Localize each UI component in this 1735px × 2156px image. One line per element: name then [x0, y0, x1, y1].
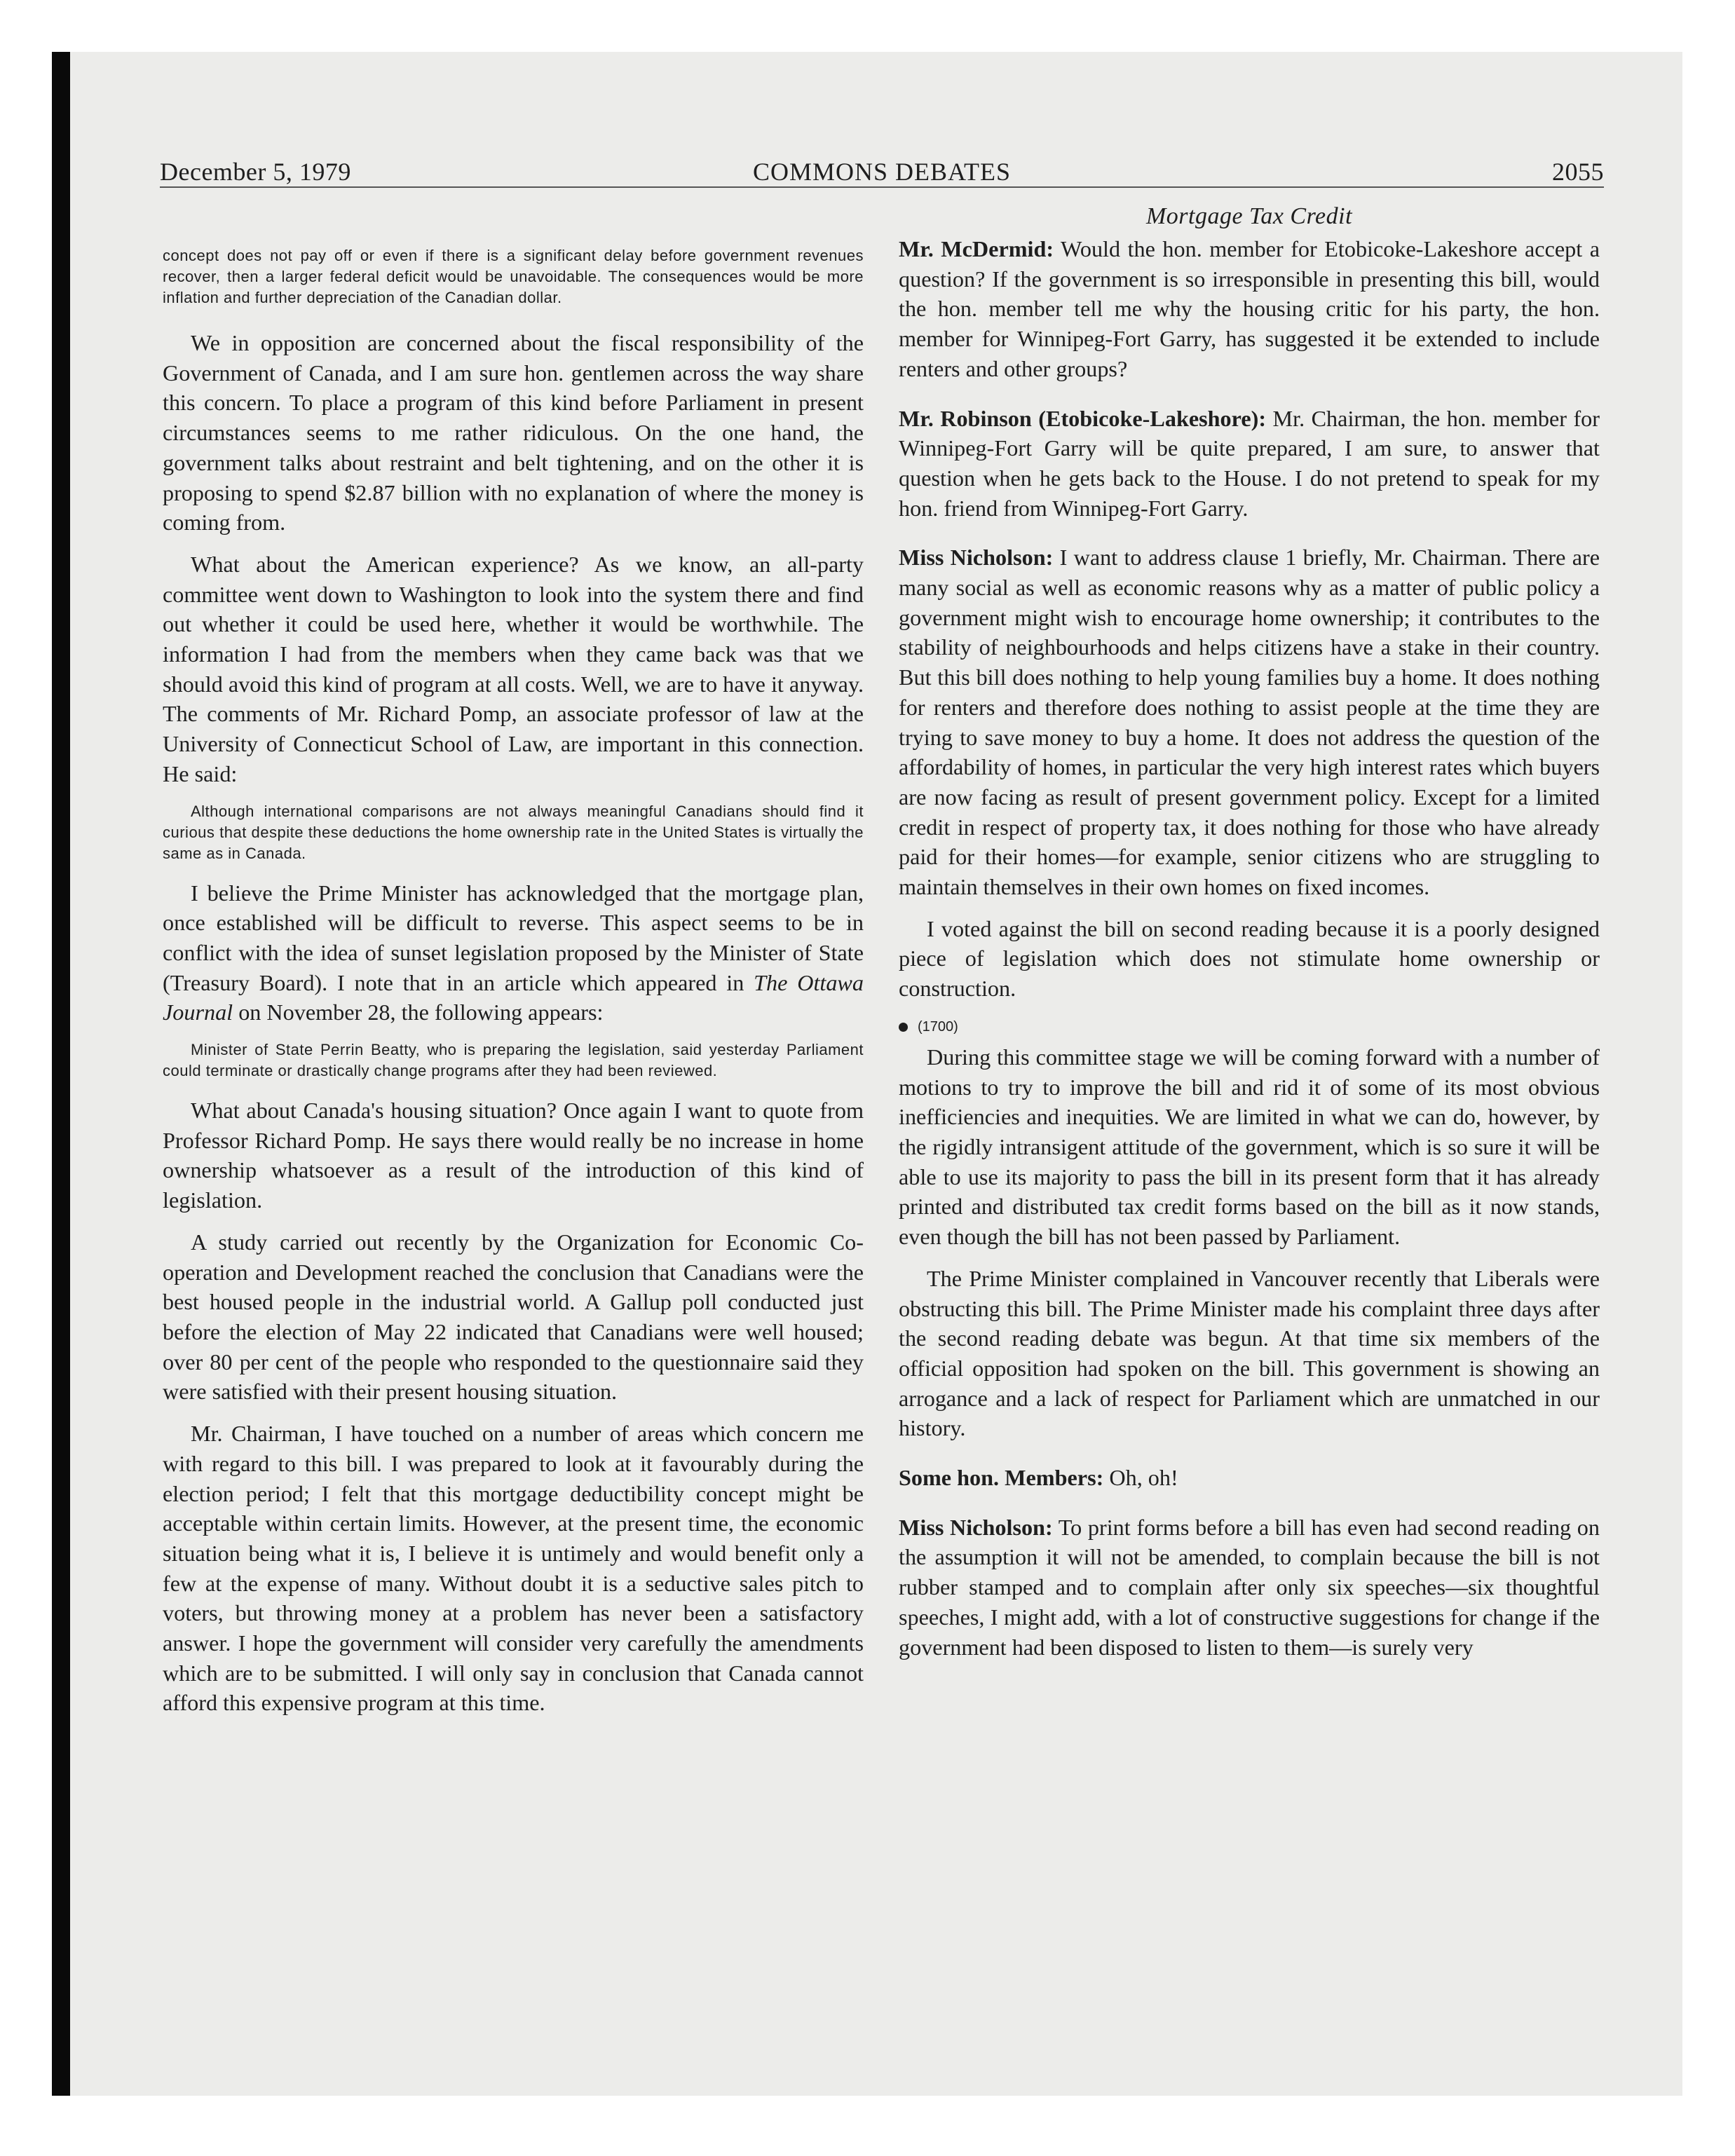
paragraph-voted-against: I voted against the bill on second reading because it is a poorly designed piece of legislation which does not stimulate home ownership or construction.	[899, 915, 1600, 1002]
section-title: Mortgage Tax Credit	[1145, 203, 1353, 229]
speaker-name: Some hon. Members:	[899, 1465, 1104, 1491]
speaker-name: Mr. McDermid:	[899, 236, 1054, 261]
paragraph-committee-stage: During this committee stage we will be coming forward with a number of motions to try to improve the bill and rid it of some of its most obvious inefficiencies and inequities. We are limited in what we can do, however, by the rigidly intransigent attitude of the government, which is so sure it will be able to use its majority to pass the bill in its present form that it has already printed and distributed tax credit forms based on the bill as it now stands, even though the bill has not been passed by Parliament.	[899, 1044, 1600, 1250]
time-marker-label: (1700)	[918, 1019, 958, 1035]
speech-text: I want to address clause 1 briefly, Mr. Chairman. There are many social as well as economic reasons why as a matter of public policy a government might wish to encourage home ownership; it contributes to the stability of neighbourhoods and helps citizens have a stake in their country. But this bill does nothing to help young families buy a home. It does nothing for renters and therefore does nothing to assist people at the time they are trying to save money to buy a home. It does not address the question of the affordability of homes, in particular the very high interest rates which buyers are now facing as result of present government policy. Except for a limited credit in respect of property tax, it does nothing for those who have already paid for their homes—for example, senior citizens who are struggling to maintain themselves in their own homes on fixed incomes.	[899, 545, 1600, 900]
publication-title: The Ottawa Journal	[163, 969, 864, 1025]
header-page-number: 2055	[1552, 158, 1604, 186]
speech-mcdermid	[899, 234, 1600, 384]
quote-international-comparisons: Although international comparisons are not always meaningful Canadians should find it curious that despite these deductions the home ownership rate in the United States is virtually the same as in Canada.	[163, 802, 864, 862]
paragraph-sunset-legislation	[163, 878, 864, 1028]
speaker-name: Miss Nicholson:	[899, 1514, 1053, 1540]
header-date: December 5, 1979	[160, 158, 351, 186]
quote-perrin-beatty: Minister of State Perrin Beatty, who is preparing the legislation, said yesterday Parliament could terminate or drastically change programs after they had been reviewed.	[163, 1041, 864, 1080]
bullet-icon	[899, 1023, 908, 1032]
paragraph-american-experience: What about the American experience? As we know, an all-party committee went down to Washington to look into the system there and find out whether it could be used here, whether it would be worthwhile. The information I had from the members when they came back was that we should avoid this kind of program at all costs. Well, we are to have it anyway. The comments of Mr. Richard Pomp, an associate professor of law at the University of Connecticut School of Law, are important in this connection. He said:	[163, 551, 864, 786]
paragraph-text: on November 28, the following appears:	[233, 999, 604, 1025]
paragraph-text: I believe the Prime Minister has acknowledged that the mortgage plan, once established will be difficult to reverse. This aspect seems to be in conflict with the idea of sunset legislation proposed by the Minister of State (Treasury Board). I note that in an article which appeared in	[163, 880, 864, 995]
paragraph-housing-situation: What about Canada's housing situation? Once again I want to quote from Professor Richard Pomp. He says there would really be no increase in home ownership whatsoever as a result of the introduction of this kind of legislation.	[163, 1098, 864, 1213]
speech-text: Oh, oh!	[1103, 1465, 1178, 1491]
time-marker	[899, 1016, 1600, 1039]
speech-text: To print forms before a bill has even had second reading on the assumption it will not be amended, to complain because the bill is not rubber stamped and to complain after only six speeches—six thoughtful speeches, I might add, with a lot of constructive suggestions for change if the government had been disposed to listen to them—is surely very	[899, 1514, 1600, 1660]
speaker-name: Miss Nicholson:	[899, 545, 1054, 571]
scan-binding-edge	[52, 52, 70, 2096]
speech-text: Would the hon. member for Etobicoke-Lakeshore accept a question? If the government is so irresponsible in presenting this bill, would the hon. member tell me why the housing critic for his party, the hon. member for Winnipeg-Fort Garry, has suggested it be extended to include renters and other groups?	[899, 236, 1600, 381]
right-column	[899, 203, 1600, 1674]
header-title: COMMONS DEBATES	[752, 158, 1012, 186]
speech-nicholson-1	[899, 543, 1600, 901]
speech-text: Mr. Chairman, the hon. member for Winnipeg-Fort Garry will be quite prepared, I am sure, to answer that question when he gets back to the House. I do not pretend to speak for my hon. friend from Winnipeg-Fort Garry.	[899, 405, 1600, 521]
left-column	[163, 203, 864, 1730]
continued-quote: concept does not pay off or even if there is a significant delay before government revenues recover, then a larger federal deficit would be unavoidable. The consequences would be more inflation and further depreciation of the Canadian dollar.	[163, 247, 864, 306]
paragraph-prime-minister: The Prime Minister complained in Vancouver recently that Liberals were obstructing this bill. The Prime Minister made his complaint three days after the second reading debate was begun. At that time six members of the official opposition had spoken on the bill. This government is showing an arrogance and a lack of respect for Parliament which are unmatched in our history.	[899, 1265, 1600, 1441]
speaker-name: Mr. Robinson (Etobicoke-Lakeshore):	[899, 405, 1267, 431]
paragraph-oecd-study: A study carried out recently by the Organization for Economic Co-operation and Development reached the conclusion that Canadians were the best housed people in the industrial world. A Gallup poll conducted just before the election of May 22 indicated that Canadians were well housed; over 80 per cent of the people who responded to the questionnaire said they were satisfied with their present housing situation.	[163, 1229, 864, 1405]
paragraph-fiscal-responsibility: We in opposition are concerned about the fiscal responsibility of the Government of Canada, and I am sure hon. gentlemen across the way share this concern. To place a program of this kind before Parliament in present circumstances seems to me rather ridiculous. On the one hand, the government talks about restraint and belt tightening, and on the other it is proposing to spend $2.87 billion with no explanation of where the money is coming from.	[163, 330, 864, 535]
paragraph-conclusion: Mr. Chairman, I have touched on a number of areas which concern me with regard to this bill. I was prepared to look at it favourably during the election period; I felt that this mortgage deductibility concept might be acceptable within certain limits. However, at the present time, the economic situation being what it is, I believe it is untimely and would benefit only a few at the expense of many. Without doubt it is a seductive sales pitch to voters, but throwing money at a problem has never been a satisfactory answer. I hope the government will consider very carefully the amendments which are to be submitted. I will only say in conclusion that Canada cannot afford this expensive program at this time.	[163, 1421, 864, 1716]
speech-robinson	[899, 404, 1600, 524]
page-header	[160, 151, 1604, 188]
interjection-members	[899, 1463, 1600, 1493]
speech-nicholson-2	[899, 1513, 1600, 1663]
